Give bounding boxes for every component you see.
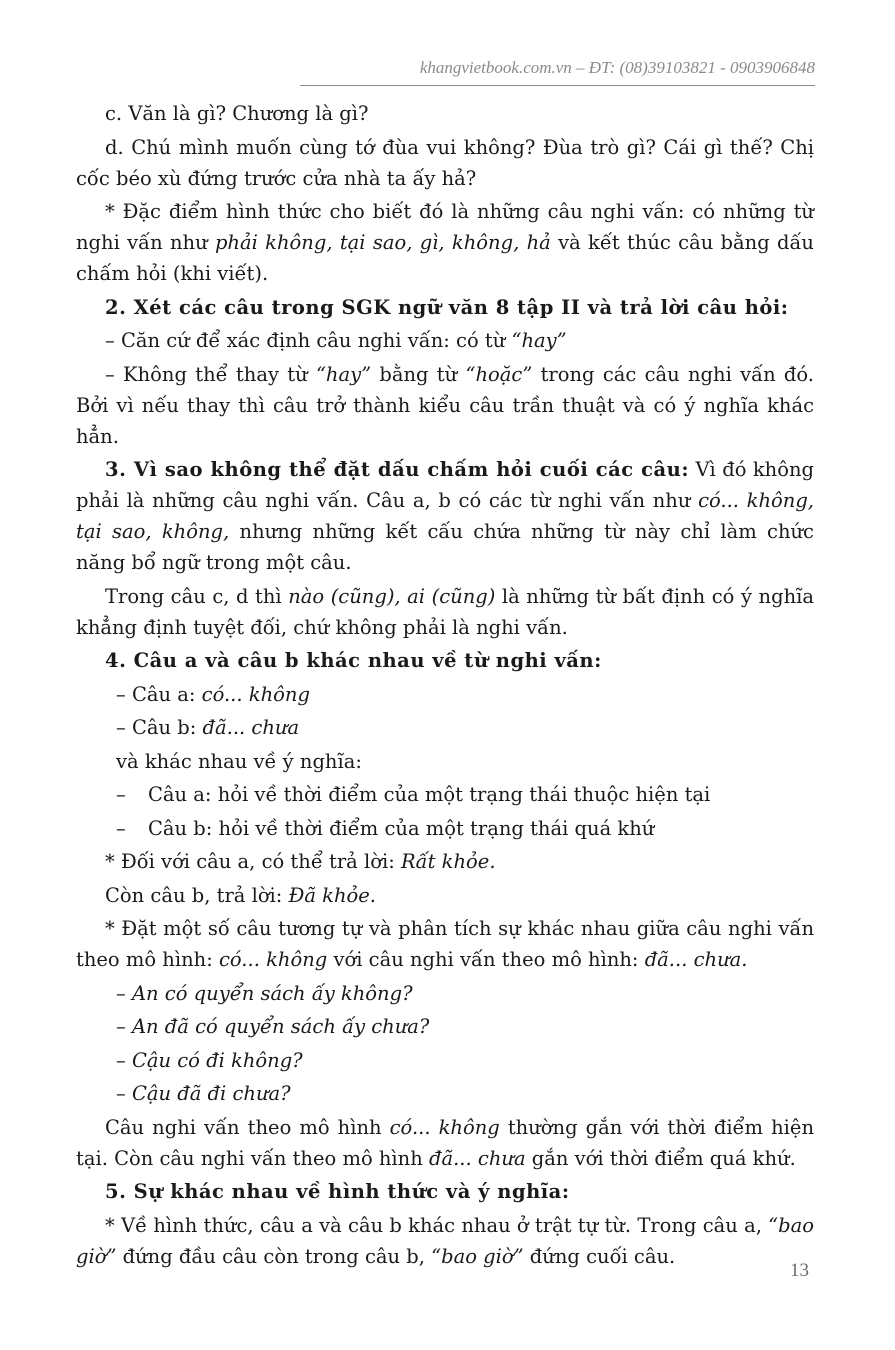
item-d: d. Chú mình muốn cùng tớ đùa vui không? Đùa trò gì? Cái gì thế? Chị cốc béo xù đứng trước cửa nhà ta ấy hả? (76, 135, 814, 190)
section-2-a: – Căn cứ để xác định câu nghi vấn: có từ “hay” (105, 329, 567, 352)
page-header: khangvietbook.com.vn – ĐT: (08)39103821 - 0903906848 (300, 58, 815, 86)
heading-4: 4. Câu a và câu b khác nhau về từ nghi vấn: (105, 649, 602, 672)
section-4-i: Câu nghi vấn theo mô hình có... không thường gắn với thời điểm hiện tại. Còn câu nghi vấn theo mô hình đã... chưa gắn với thời điểm quá khứ. (76, 1115, 814, 1170)
section-3: 3. Vì sao không thể đặt dấu chấm hỏi cuối các câu: Vì đó không phải là những câu nghi vấn. Câu a, b có các từ nghi vấn như có... không, tại sao, không, nhưng những kết cấu chứa những từ này chỉ làm chức năng bổ ngữ trong một câu. (76, 458, 815, 574)
section-4-a: – Câu a: có... không (116, 682, 310, 706)
example-2: – An đã có quyển sách ấy chưa? (116, 1015, 430, 1038)
section-4-g: Còn câu b, trả lời: Đã khỏe. (105, 883, 376, 907)
section-4-c: và khác nhau về ý nghĩa: (116, 749, 362, 773)
example-3: – Cậu có đi không? (116, 1048, 303, 1072)
note-1: * Đặc điểm hình thức cho biết đó là những câu nghi vấn: có những từ nghi vấn như phải không, tại sao, gì, không, hả và kết thúc câu bằng dấu chấm hỏi (khi viết). (76, 200, 814, 285)
example-1: – An có quyển sách ấy không? (116, 981, 413, 1005)
heading-5: 5. Sự khác nhau về hình thức và ý nghĩa: (105, 1180, 570, 1203)
item-c: c. Văn là gì? Chương là gì? (105, 102, 369, 125)
page-content (76, 98, 814, 1274)
section-4-d: – Câu a: hỏi về thời điểm của một trạng thái thuộc hiện tại (116, 783, 711, 806)
section-4-f: * Đối với câu a, có thể trả lời: Rất khỏe. (105, 850, 496, 873)
page-number: 13 (790, 1260, 809, 1281)
section-5: * Về hình thức, câu a và câu b khác nhau ở trật tự từ. Trong câu a, “bao giờ” đứng đầu câu còn trong câu b, “bao giờ” đứng cuối câu. (76, 1213, 814, 1268)
heading-2: 2. Xét các câu trong SGK ngữ văn 8 tập II và trả lời câu hỏi: (105, 295, 789, 319)
section-4-h: * Đặt một số câu tương tự và phân tích sự khác nhau giữa câu nghi vấn theo mô hình: có... không với câu nghi vấn theo mô hình: đã... chưa. (76, 917, 814, 971)
section-4-e: – Câu b: hỏi về thời điểm của một trạng thái quá khứ (116, 816, 655, 840)
example-4: – Cậu đã đi chưa? (116, 1082, 291, 1105)
section-4-b: – Câu b: đã... chưa (116, 716, 300, 739)
section-3-c: Trong câu c, d thì nào (cũng), ai (cũng) là những từ bất định có ý nghĩa khẳng định tuyệt đối, chứ không phải là nghi vấn. (76, 584, 814, 639)
section-2-b: – Không thể thay từ “hay” bằng từ “hoặc” trong các câu nghi vấn đó. Bởi vì nếu thay thì câu trở thành kiểu câu trần thuật và có ý nghĩa khác hẳn. (76, 362, 814, 448)
heading-3: 3. Vì sao không thể đặt dấu chấm hỏi cuối các câu: (105, 458, 690, 481)
